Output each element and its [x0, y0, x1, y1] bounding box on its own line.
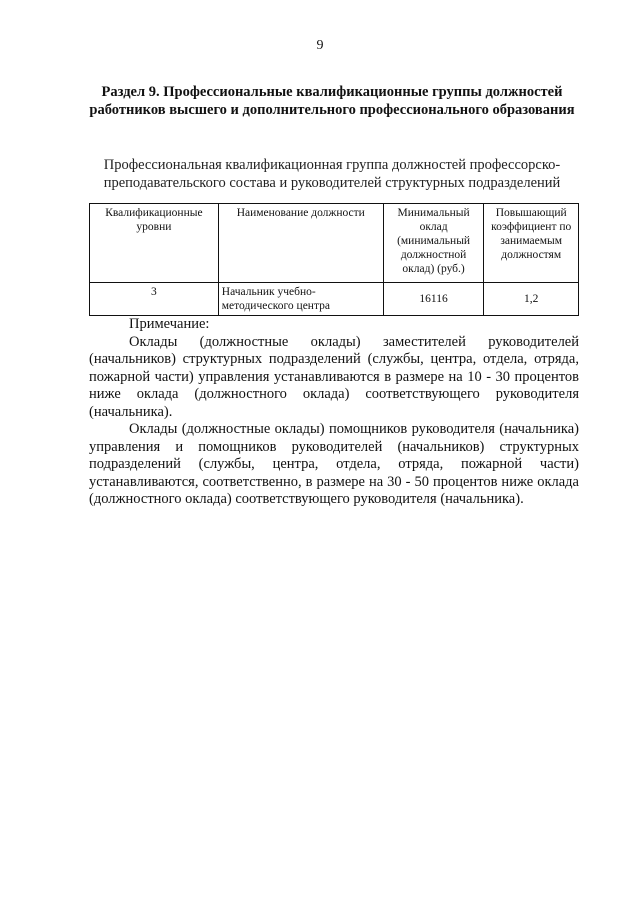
header-minimum-salary: Минимальный оклад (минимальный должностной оклад) (руб.) [383, 204, 484, 283]
cell-salary: 16116 [383, 283, 484, 316]
cell-position: Начальник учебно-методического центра [218, 283, 383, 316]
cell-coefficient: 1,2 [484, 283, 579, 316]
section-title: Раздел 9. Профессиональные квалификационные группы должностей работников высшего и дополнительного профессионального образования [89, 84, 575, 118]
table-row [90, 283, 579, 316]
page-number: 9 [316, 38, 324, 53]
note-paragraph: Оклады (должностные оклады) заместителей руководителей (начальников) структурных подразделений (службы, центра, отдела, отряда, пожарной части) управления устанавливаются в размере на 10 - 30 процентов ниже оклада (должностного оклада) соответствующего руководителя (начальника). [89, 333, 579, 420]
group-title: Профессиональная квалификационная группа должностей профессорско-преподавательского состава и руководителей структурных подразделений [103, 157, 561, 191]
header-qualification-levels: Квалификационные уровни [90, 204, 219, 283]
table-header-row [90, 204, 579, 283]
qualification-table [89, 203, 579, 316]
header-coefficient: Повышающий коэффициент по занимаемым должностям [484, 204, 579, 283]
header-position-name: Наименование должности [218, 204, 383, 283]
note-paragraph: Оклады (должностные оклады) помощников руководителя (начальника) управления и помощников руководителей (начальников) структурных подразделений (службы, центра, отдела, отряда, пожарной части) устанавливаются, соответственно, в размере на 30 - 50 процентов ниже оклада (должностного оклада) соответствующего руководителя (начальника). [89, 421, 579, 507]
notes-heading: Примечание: [129, 316, 210, 332]
notes-block [89, 316, 579, 509]
cell-level: 3 [90, 283, 219, 316]
